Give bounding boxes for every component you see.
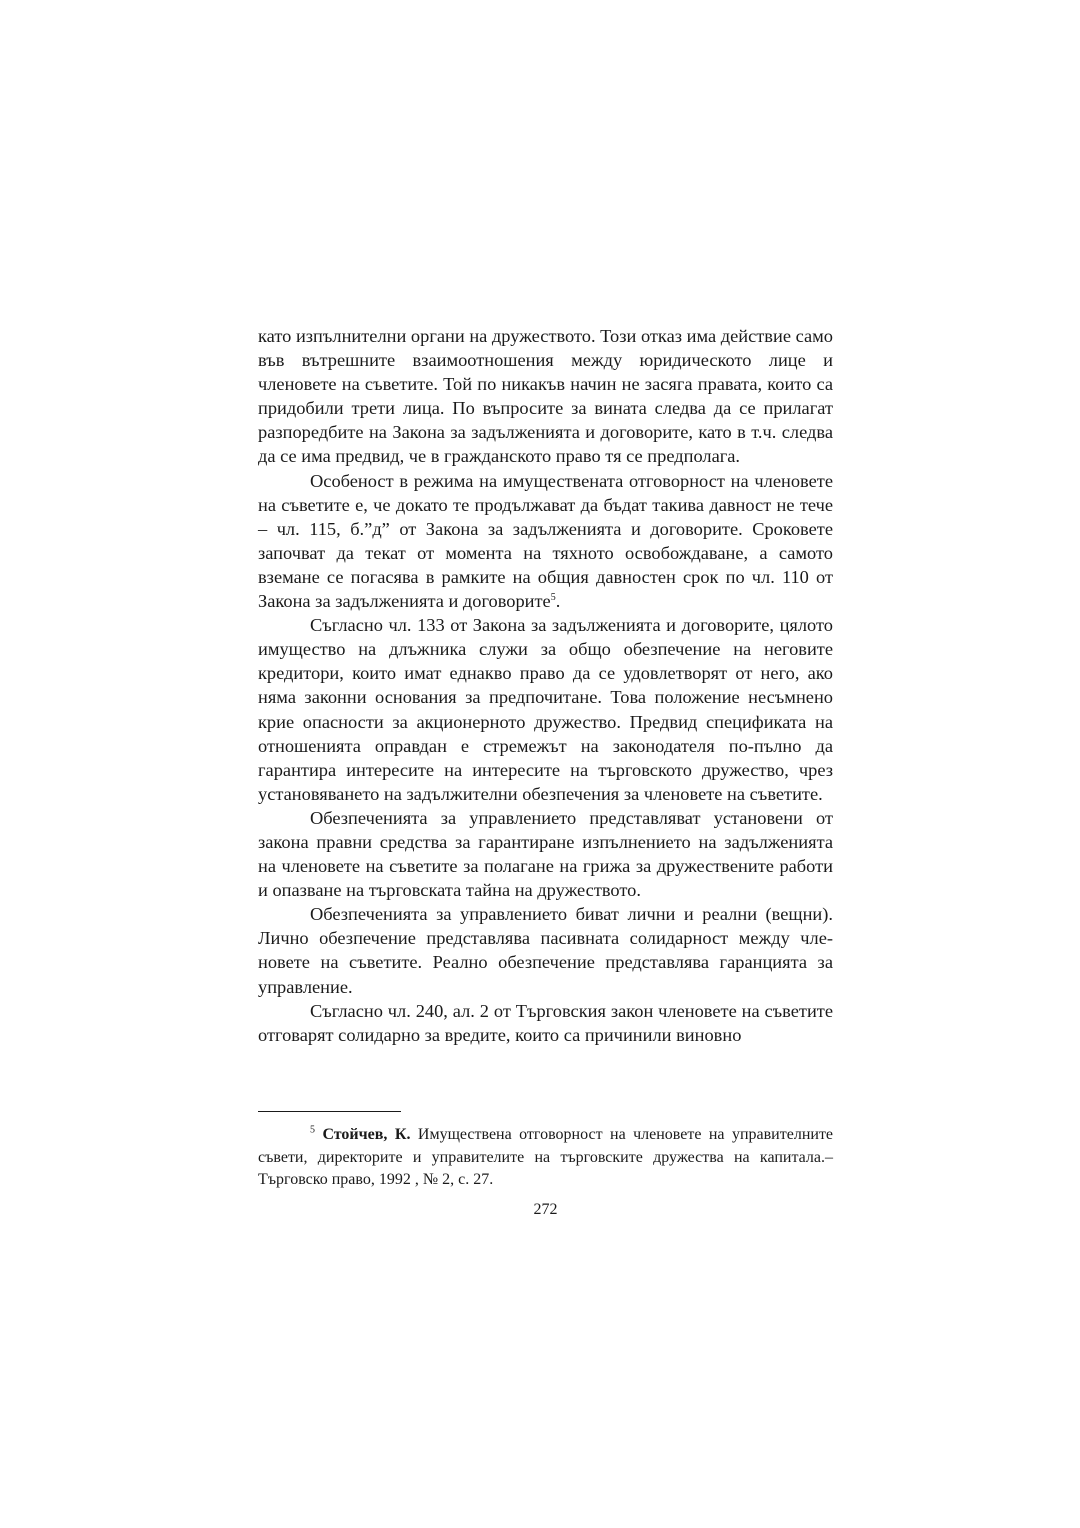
- body-text: [258, 324, 833, 1047]
- paragraph-5: [258, 902, 833, 998]
- footnote-number: 5: [310, 1124, 315, 1136]
- paragraph-2: [258, 469, 833, 614]
- page-number: 272: [533, 1201, 558, 1218]
- paragraph-2-text: Особеност в режима на имуществената отговорност на членовете на съветите е, че докато те продължават да бъдат такива давност не тече – чл. 115, б.”д” от Закона за задълженията и договорите. Сроковете започват да текат от момента на тяхното освобождаване, а самото вземане се погасява в рамките на общия давностен срок по чл. 110 от Закона за задълженията и договорите: [258, 470, 833, 612]
- footnote-reference-5[interactable]: 5: [550, 591, 556, 603]
- footnote-5: [258, 1124, 833, 1192]
- paragraph-4: [258, 806, 833, 902]
- paragraph-3-text: Съгласно чл. 133 от Закона за задълженията и договорите, цялото имущество на длъжника служи за общо обезпечение на неговите кредитори, които имат еднакво право да се удовлетворят от него, ако няма законни основания за предпочитане. Това положение несъмнено крие опасности за акционерното дружество. Предвид спецификата на отношенията оправдан е стремежът на законодателя по-пълно да гарантира интересите на интересите на търговското дружество, чрез установяването на задължителни обезпечения за членовете на съветите.: [258, 615, 833, 804]
- paragraph-4-text: Обезпеченията за управлението представляват установени от закона правни средства за гарантиране изпълнението на задълженията на членовете на съветите за полагане на грижа за дружествените работи и опазване на търговската тайна на дружеството.: [258, 807, 833, 901]
- footnote-author: Стойчев, К.: [322, 1126, 411, 1143]
- paragraph-1: [258, 324, 833, 469]
- paragraph-3: [258, 613, 833, 806]
- paragraph-1-text: като изпълнителни органи на дружеството. Този отказ има действие само във вътрешните взаимоотношения между юридическото лице и членовете на съветите. Той по никакъв начин не засяга правата, които са придобили трети лица. По въпросите за вината следва да се прилагат разпоредбите на Закона за задълженията и договорите, като в т.ч. следва да се има предвид, че в гражданското право тя се предполага.: [258, 326, 833, 467]
- footnote-separator: [258, 1111, 401, 1112]
- footnote-text: Имуществена отговорност на членовете на управителните съвети, директорите и управителите на търговските дружества на капитала.– Търговско право, 1992 , № 2, с. 27.: [258, 1126, 834, 1188]
- paragraph-6-text: Съгласно чл. 240, ал. 2 от Търговския закон членовете на съветите отговарят солидарно за вредите, които са причинили виновно: [258, 1000, 833, 1045]
- paragraph-6: [258, 999, 833, 1047]
- paragraph-2-text-end: .: [555, 591, 561, 612]
- paragraph-5-text: Обезпеченията за управлението биват лични и реални (вещни). Лично обезпечение представлява пасивната солидарност между членовете на съветите. Реално обезпечение представлява гаранцията за управление.: [258, 904, 833, 997]
